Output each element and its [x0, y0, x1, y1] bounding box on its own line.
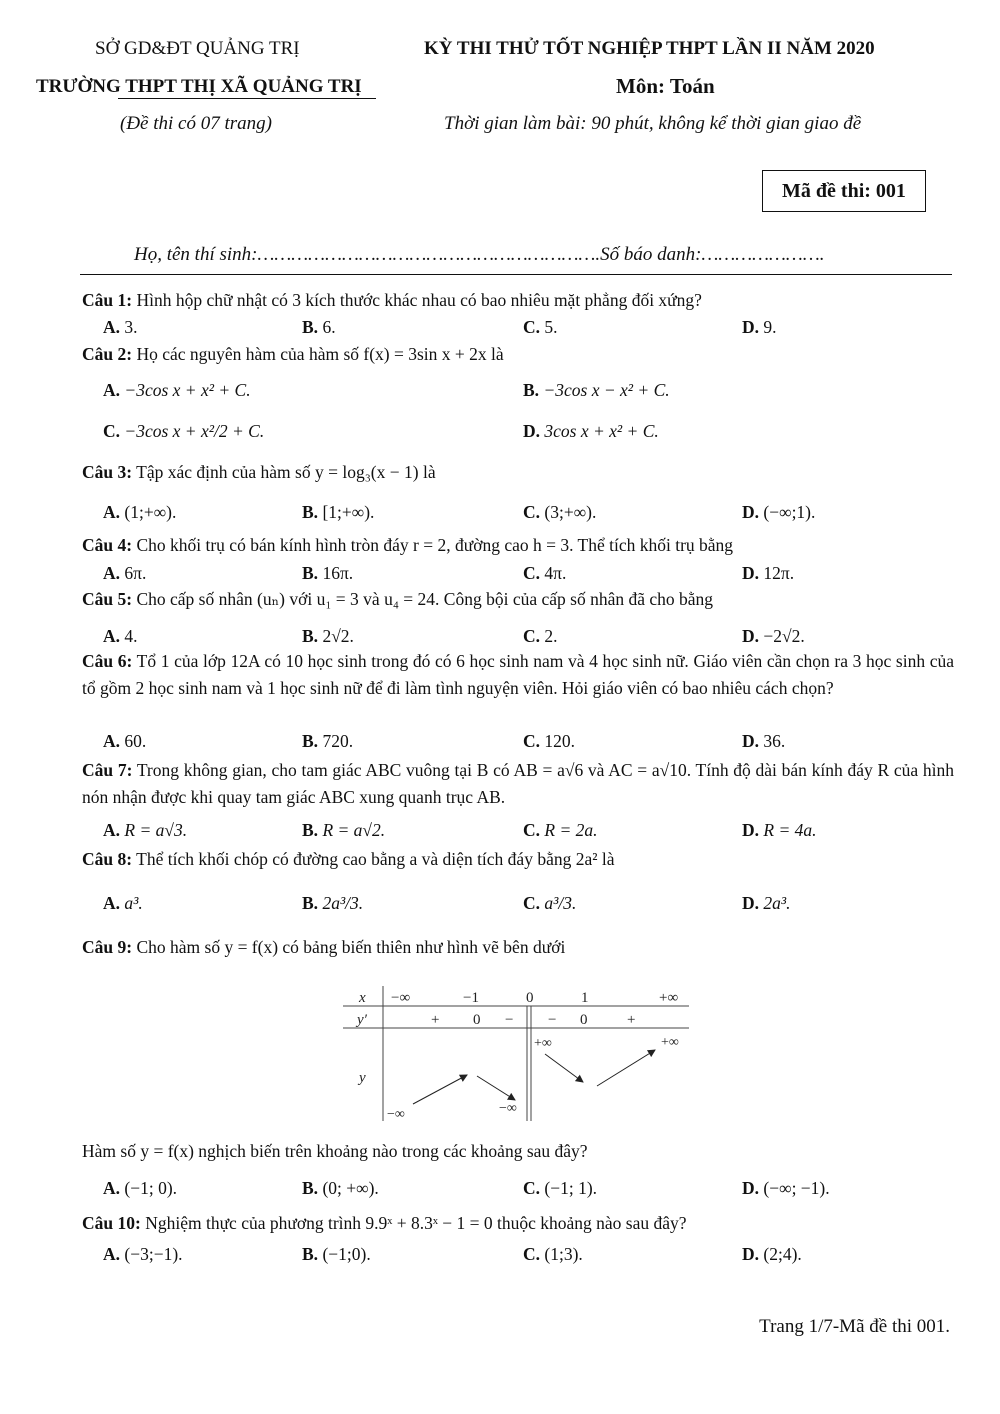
option-c: C. 4π. [523, 563, 567, 583]
yp-sign: + [431, 1012, 440, 1028]
option-b: B. (0; +∞). [302, 1178, 379, 1198]
yp-sign: − [505, 1012, 514, 1028]
x-value: 0 [526, 990, 534, 1006]
option-c: C. −3cos x + x²/2 + C. [103, 421, 265, 441]
option-b: B. 2a³/3. [302, 893, 364, 913]
option-d: D. 12π. [742, 563, 795, 583]
option-a: A. (−1; 0). [103, 1178, 178, 1198]
option-b: B. [1;+∞). [302, 502, 375, 522]
question-3: Câu 3: Tập xác định của hàm số y = log₃(x − 1) là [82, 462, 436, 482]
option-b: B. 6. [302, 317, 336, 337]
x-value: −1 [463, 990, 479, 1006]
option-a: A. 4. [103, 626, 138, 646]
option-b: B. −3cos x − x² + C. [523, 380, 670, 400]
option-c: C. (1;3). [523, 1244, 583, 1264]
x-value: −∞ [391, 990, 411, 1006]
school-name: TRƯỜNG THPT THỊ XÃ QUẢNG TRỊ [36, 76, 362, 97]
question-label: Câu 1: [82, 290, 133, 310]
yp-sign: 0 [580, 1012, 588, 1028]
option-c: C. R = 2a. [523, 820, 598, 840]
pages-note: (Đề thi có 07 trang) [120, 113, 272, 134]
option-b: B. 720. [302, 731, 354, 751]
question-10: Câu 10: Nghiệm thực của phương trình 9.9ˣ + 8.3ˣ − 1 = 0 thuộc khoảng nào sau đây? [82, 1213, 687, 1233]
option-c: C. (−1; 1). [523, 1178, 598, 1198]
option-c: C. (3;+∞). [523, 502, 597, 522]
option-b: B. R = a√2. [302, 820, 386, 840]
option-d: D. R = 4a. [742, 820, 817, 840]
option-d: D. 3cos x + x² + C. [523, 421, 659, 441]
option-a: A. 3. [103, 317, 138, 337]
department-name: SỞ GD&ĐT QUẢNG TRỊ [95, 38, 300, 59]
question-8: Câu 8: Thể tích khối chóp có đường cao bằng a và diện tích đáy bằng 2a² là [82, 849, 615, 869]
y-label: y [359, 1070, 366, 1086]
y-value: +∞ [661, 1035, 679, 1050]
y-value: +∞ [534, 1036, 552, 1051]
decrease-arrow [477, 1076, 515, 1100]
option-a: A. (−3;−1). [103, 1244, 183, 1264]
x-value: 1 [581, 990, 589, 1006]
option-b: B. (−1;0). [302, 1244, 371, 1264]
option-a: A. R = a√3. [103, 820, 188, 840]
question-9: Câu 9: Cho hàm số y = f(x) có bảng biến thiên như hình vẽ bên dưới [82, 937, 566, 957]
option-d: D. (2;4). [742, 1244, 802, 1264]
exam-code-box: Mã đề thi: 001 [762, 170, 926, 212]
option-a: A. a³. [103, 893, 143, 913]
y-value: −∞ [387, 1107, 405, 1121]
school-underline [118, 98, 376, 99]
question-6: Câu 6: Tổ 1 của lớp 12A có 10 học sinh trong đó có 6 học sinh nam và 4 học sinh nữ. Giáo viên cần chọn ra 3 học sinh của tổ gồm 2 học sinh nam và 1 học sinh nữ để đi làm tình nguyện viên. Hỏi giáo viên có bao nhiêu cách chọn? [82, 651, 954, 698]
option-d: D. (−∞;1). [742, 502, 816, 522]
option-d: D. (−∞; −1). [742, 1178, 830, 1198]
question-text: Hình hộp chữ nhật có 3 kích thước khác nhau có bao nhiêu mặt phẳng đối xứng? [136, 290, 702, 310]
option-c: C. 5. [523, 317, 558, 337]
yp-sign: + [627, 1012, 636, 1028]
header-divider [80, 274, 952, 275]
increase-arrow [413, 1075, 467, 1104]
option-d: D. 36. [742, 731, 786, 751]
option-b: B. 16π. [302, 563, 354, 583]
option-c: C. a³/3. [523, 893, 577, 913]
increase-arrow [597, 1050, 655, 1086]
question-1 [82, 290, 957, 311]
option-d: D. 2a³. [742, 893, 791, 913]
option-a: A. −3cos x + x² + C. [103, 380, 251, 400]
option-c: C. 2. [523, 626, 558, 646]
exam-title: KỲ THI THỬ TỐT NGHIỆP THPT LẦN II NĂM 2020 [424, 38, 875, 59]
yp-label: y′ [357, 1012, 367, 1028]
option-b: B. 2√2. [302, 626, 354, 646]
candidate-line: Họ, tên thí sinh:…………………………………………………….Số báo danh:…………………. [134, 244, 825, 265]
option-c: C. 120. [523, 731, 576, 751]
option-d: D. −2√2. [742, 626, 805, 646]
time-note: Thời gian làm bài: 90 phút, không kể thời gian giao đề [444, 113, 862, 134]
x-value: +∞ [659, 990, 679, 1006]
option-a: A. 6π. [103, 563, 147, 583]
subject: Môn: Toán [616, 74, 715, 98]
question-5: Câu 5: Cho cấp số nhân (uₙ) với u₁ = 3 và u₄ = 24. Công bội của cấp số nhân đã cho bằng [82, 589, 714, 609]
option-a: A. (1;+∞). [103, 502, 177, 522]
question-7: Câu 7: Trong không gian, cho tam giác ABC vuông tại B có AB = a√6 và AC = a√10. Tính độ dài bán kính đáy R của hình nón nhận được khi quay tam giác ABC xung quanh trục AB. [82, 760, 955, 807]
y-value: −∞ [499, 1101, 517, 1116]
option-a: A. 60. [103, 731, 147, 751]
x-label: x [359, 990, 366, 1006]
variation-table [343, 986, 689, 1121]
question-4: Câu 4: Cho khối trụ có bán kính hình tròn đáy r = 2, đường cao h = 3. Thể tích khối trụ bằng [82, 535, 734, 555]
page-footer: Trang 1/7-Mã đề thi 001. [759, 1316, 950, 1337]
yp-sign: − [548, 1012, 557, 1028]
yp-sign: 0 [473, 1012, 481, 1028]
decrease-arrow [545, 1054, 583, 1082]
option-d: D. 9. [742, 317, 777, 337]
question-9-prompt: Hàm số y = f(x) nghịch biến trên khoảng nào trong các khoảng sau đây? [82, 1141, 588, 1161]
question-2: Câu 2: Họ các nguyên hàm của hàm số f(x) = 3sin x + 2x là [82, 344, 504, 364]
